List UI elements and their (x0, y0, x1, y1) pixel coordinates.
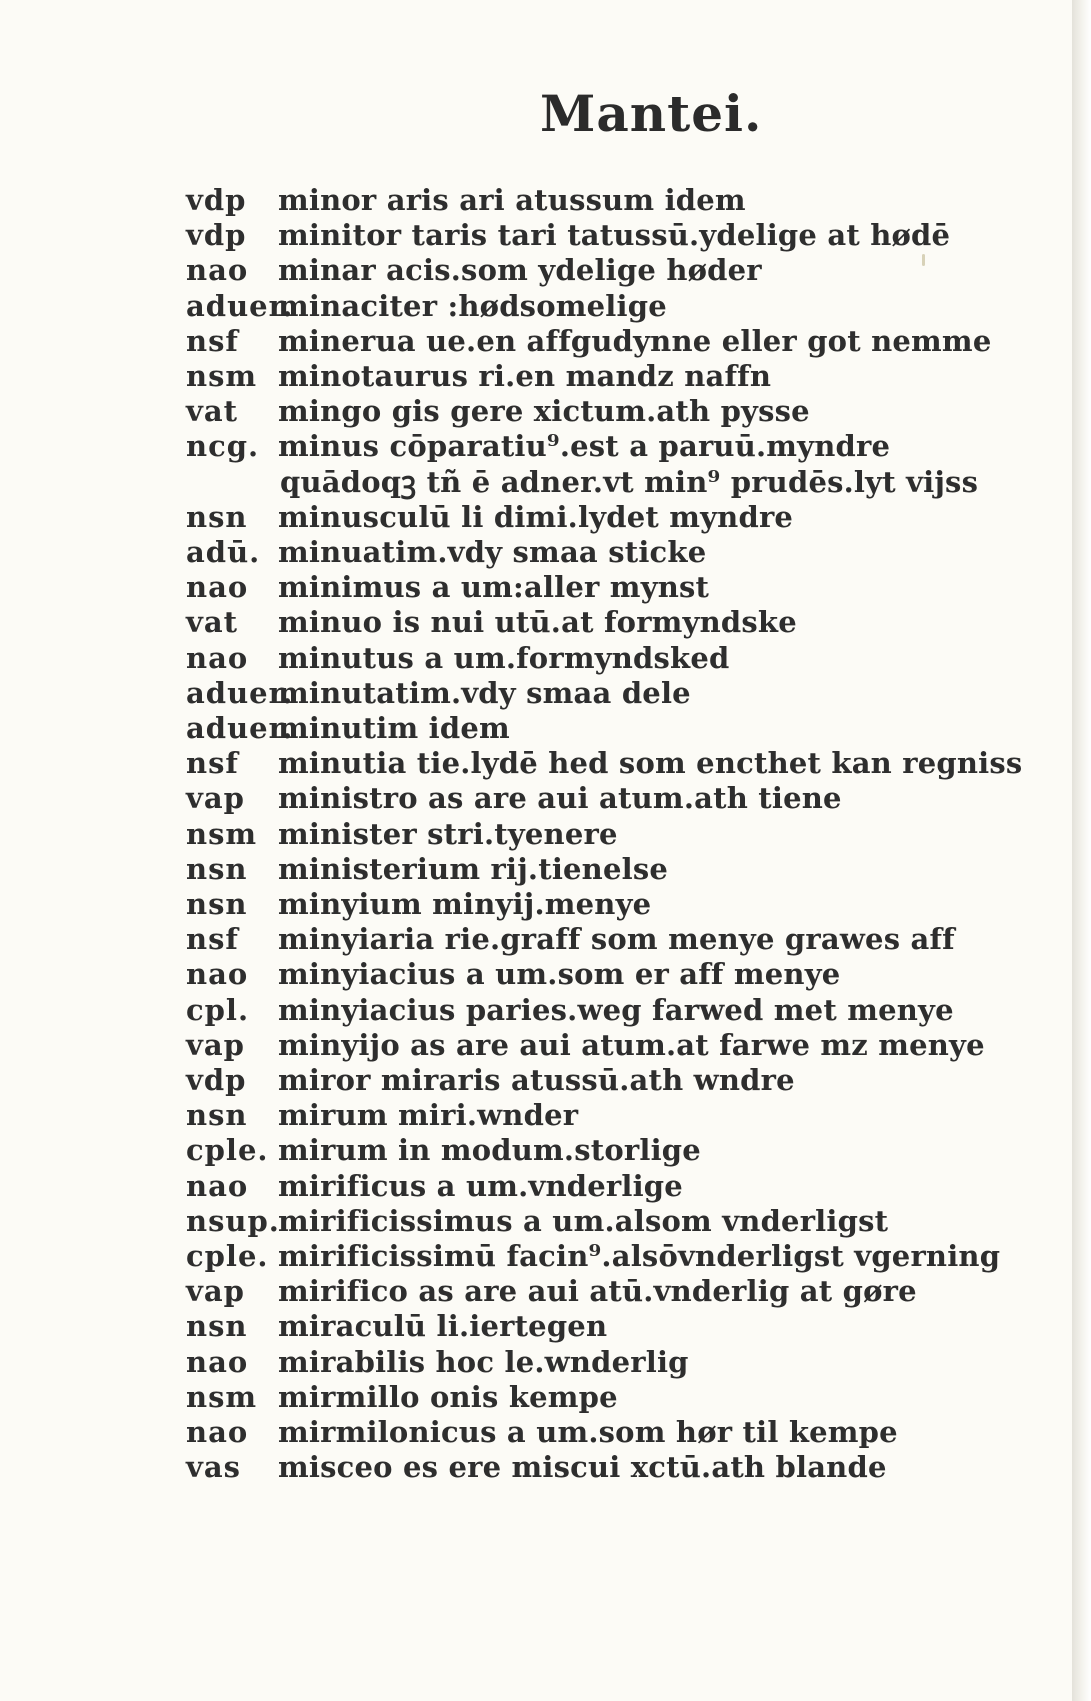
dictionary-entry (186, 851, 966, 887)
entry-text: miror miraris atussū.ath wndre (278, 1063, 795, 1097)
dictionary-entry (186, 499, 966, 535)
entry-text: minaciter :hødsomelige (278, 288, 667, 323)
ink-speck (922, 254, 925, 266)
grammar-code: vdp (186, 1063, 247, 1097)
dictionary-entry (186, 1097, 966, 1133)
entry-text: minutatim.vdy smaa dele (278, 675, 691, 710)
entry-text: mirifico as are aui atū.vnderlig at gøre (278, 1274, 917, 1309)
dictionary-entry (186, 640, 966, 676)
grammar-code: nsf (186, 746, 239, 781)
entry-text: minyiaria rie.graff som menye grawes aff (278, 922, 955, 957)
grammar-code: nsf (186, 323, 239, 358)
dictionary-entry (280, 464, 1060, 500)
grammar-code: nao (186, 1168, 249, 1203)
entry-text: miraculū li.iertegen (278, 1309, 608, 1344)
entry-text: quādoqꝫ tñ ē adner.vt min⁹ prudēs.lyt vijss (280, 464, 979, 499)
dictionary-entry (186, 604, 966, 640)
dictionary-entry (186, 217, 966, 253)
grammar-code: nsn (186, 851, 248, 886)
dictionary-entry (186, 1379, 966, 1415)
entry-text: mirabilis hoc le.wnderlig (278, 1344, 689, 1379)
entry-text: mingo gis gere xictum.ath pysse (278, 394, 810, 429)
entry-text: minusculū li dimi.lydet myndre (278, 499, 794, 534)
entry-text: mirmillo onis kempe (278, 1379, 618, 1414)
grammar-code: vap (186, 1274, 245, 1309)
grammar-code: nao (186, 957, 249, 992)
dictionary-entry (186, 1062, 966, 1098)
dictionary-entry (186, 886, 966, 922)
entry-text: minus cōparatiu⁹.est a paruū.myndre (278, 429, 891, 464)
grammar-code: nsn (186, 1098, 248, 1133)
dictionary-entry (186, 569, 966, 605)
grammar-code: vdp (186, 183, 247, 217)
dictionary-entry (186, 1308, 966, 1344)
entry-text: mirum in modum.storlige (278, 1133, 701, 1168)
grammar-code: nsn (186, 1309, 248, 1344)
grammar-code: aduer. (186, 711, 294, 745)
dictionary-entry (186, 288, 966, 324)
entry-text: minyijo as are aui atum.at farwe mz menye (278, 1027, 985, 1062)
grammar-code: nao (186, 1415, 249, 1449)
grammar-code: nsn (186, 887, 248, 921)
grammar-code: adū. (186, 535, 261, 569)
dictionary-entry (186, 921, 966, 957)
entry-text: ministro as are aui atum.ath tiene (278, 781, 842, 816)
grammar-code: cple. (186, 1133, 269, 1168)
grammar-code: vdp (186, 218, 247, 253)
entry-text: mirmilonicus a um.som hør til kempe (278, 1415, 898, 1449)
entry-text: minyiacius paries.weg farwed met menye (278, 992, 954, 1027)
entry-text: minyium minyij.menye (278, 887, 652, 921)
dictionary-entry (186, 428, 966, 464)
grammar-code: nao (186, 1344, 249, 1379)
grammar-code: vat (186, 394, 239, 429)
dictionary-entry (186, 358, 966, 394)
entry-text: minitor taris tari tatussū.ydelige at hødē (278, 218, 951, 253)
grammar-code: vas (186, 1450, 241, 1485)
entry-text: minister stri.tyenere (278, 816, 618, 851)
dictionary-entry (186, 252, 966, 288)
entry-text: ministerium rij.tienelse (278, 851, 669, 886)
dictionary-entry (186, 1203, 966, 1239)
entry-text: minuo is nui utū.at formyndske (278, 605, 797, 640)
entry-text: minor aris ari atussum idem (278, 183, 746, 217)
dictionary-entry (186, 816, 966, 852)
dictionary-entry (186, 393, 966, 429)
grammar-code: vat (186, 605, 239, 640)
dictionary-entry (186, 1132, 966, 1168)
dictionary-entry (186, 1027, 985, 1063)
page-edge (1072, 0, 1091, 1701)
dictionary-entry (186, 745, 1023, 781)
entry-text: minyiacius a um.som er aff menye (278, 957, 841, 992)
running-head: Mantei. (540, 84, 763, 143)
dictionary-entry (186, 1344, 966, 1380)
entry-text: mirum miri.wnder (278, 1098, 579, 1133)
grammar-code: vap (186, 781, 245, 816)
entry-text: minutia tie.lydē hed som encthet kan regniss (278, 746, 1023, 781)
entry-text: minimus a um:aller mynst (278, 570, 710, 605)
dictionary-entry (186, 182, 966, 218)
dictionary-entry (186, 1414, 966, 1450)
grammar-code: nsup. (186, 1203, 280, 1238)
dictionary-entry (186, 1238, 1001, 1274)
dictionary-entry (186, 710, 966, 746)
entry-text: minotaurus ri.en mandz naffn (278, 359, 772, 393)
grammar-code: nao (186, 640, 249, 675)
dictionary-entry (186, 1449, 966, 1485)
entry-text: mirificissimū facin⁹.alsōvnderligst vgerning (278, 1239, 1001, 1273)
grammar-code: nsf (186, 922, 239, 957)
grammar-code: cpl. (186, 992, 250, 1027)
dictionary-entry (186, 956, 966, 992)
grammar-code: nao (186, 570, 249, 605)
dictionary-entry (186, 992, 966, 1028)
entry-text: mirificissimus a um.alsom vnderligst (278, 1203, 889, 1238)
dictionary-entry (186, 534, 966, 570)
grammar-code: nsm (186, 1379, 258, 1414)
grammar-code: ncg. (186, 429, 260, 464)
entry-text: minuatim.vdy smaa sticke (278, 535, 707, 569)
entry-text: minutim idem (278, 711, 510, 745)
dictionary-entry (186, 675, 966, 711)
grammar-code: aduer. (186, 675, 294, 710)
entry-text: minar acis.som ydelige høder (278, 253, 762, 288)
grammar-code: aduer. (186, 288, 294, 323)
dictionary-entry (186, 323, 992, 359)
grammar-code: cple. (186, 1239, 269, 1273)
entry-text: misceo es ere miscui xctū.ath blande (278, 1450, 887, 1485)
grammar-code: nsn (186, 499, 248, 534)
grammar-code: nao (186, 253, 249, 288)
entry-text: mirificus a um.vnderlige (278, 1168, 683, 1203)
entry-text: minerua ue.en affgudynne eller got nemme (278, 323, 992, 358)
dictionary-entry (186, 1273, 966, 1309)
dictionary-entry (186, 780, 966, 816)
grammar-code: nsm (186, 359, 258, 393)
entry-text: minutus a um.formyndsked (278, 640, 730, 675)
grammar-code: nsm (186, 816, 258, 851)
dictionary-entry (186, 1168, 966, 1204)
grammar-code: vap (186, 1027, 245, 1062)
